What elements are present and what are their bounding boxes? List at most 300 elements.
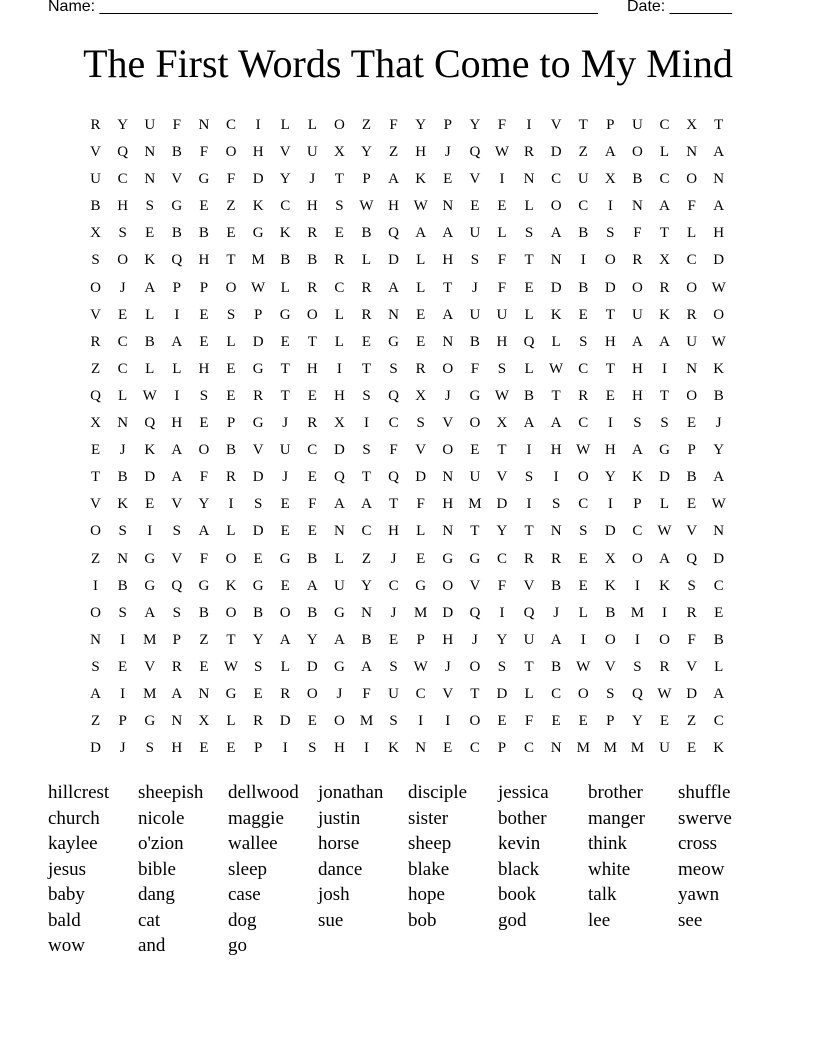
grid-letter: G — [144, 713, 156, 730]
grid-letter: L — [280, 117, 290, 133]
grid-letter: E — [334, 225, 344, 242]
grid-letter: T — [90, 469, 101, 486]
grid-letter: B — [307, 252, 318, 269]
word-list-item: think — [588, 833, 628, 854]
grid-letter: P — [362, 171, 371, 188]
grid-letter: Z — [361, 550, 372, 567]
grid-letter: Y — [496, 631, 508, 648]
grid-letter: H — [496, 333, 508, 350]
word-list-item: book — [498, 884, 536, 905]
grid-letter: C — [334, 279, 345, 296]
date-field: Date: _______ — [627, 0, 732, 15]
grid-letter: R — [226, 469, 237, 486]
grid-letter: O — [469, 713, 481, 730]
grid-letter: I — [363, 740, 369, 757]
grid-letter: E — [578, 713, 588, 730]
grid-letter: O — [577, 685, 589, 702]
grid-letter: B — [578, 279, 589, 296]
grid-letter: J — [715, 415, 722, 432]
grid-row — [82, 166, 732, 193]
grid-letter: K — [659, 577, 670, 594]
word-list-item: wallee — [228, 833, 278, 854]
grid-letter: V — [90, 144, 101, 161]
grid-letter: C — [280, 198, 291, 215]
grid-letter: N — [442, 523, 454, 540]
grid-letter: I — [499, 171, 505, 188]
grid-letter: H — [604, 333, 616, 350]
grid-letter: C — [659, 117, 670, 133]
grid-letter: A — [550, 225, 562, 242]
grid-letter: P — [443, 117, 452, 133]
grid-letter: I — [662, 360, 668, 377]
grid-letter: C — [713, 577, 724, 594]
grid-letter: X — [415, 387, 427, 404]
grid-letter: L — [226, 523, 236, 540]
word-list-item: yawn — [678, 884, 720, 905]
grid-letter: N — [550, 740, 562, 757]
grid-letter: Q — [388, 225, 399, 242]
grid-letter: X — [686, 117, 698, 133]
grid-letter: Y — [198, 496, 210, 513]
grid-letter: J — [553, 604, 560, 621]
grid-letter: V — [279, 144, 291, 161]
grid-letter: V — [415, 442, 427, 459]
grid-letter: D — [686, 685, 698, 702]
grid-letter: C — [578, 198, 589, 215]
grid-letter: W — [711, 279, 726, 296]
word-list-item: dog — [228, 909, 257, 931]
grid-letter: S — [253, 658, 263, 675]
grid-letter: H — [604, 442, 616, 459]
grid-letter: K — [117, 496, 129, 513]
grid-letter: H — [306, 198, 318, 215]
grid-letter: I — [93, 577, 99, 594]
grid-letter: H — [306, 360, 318, 377]
grid-letter: B — [171, 225, 182, 242]
grid-letter: G — [225, 685, 237, 702]
grid-letter: Y — [415, 117, 427, 133]
grid-letter: W — [494, 387, 510, 404]
grid-letter: O — [686, 171, 698, 188]
grid-letter: R — [280, 685, 291, 702]
grid-letter: D — [442, 604, 454, 621]
grid-letter: I — [174, 387, 180, 404]
grid-letter: O — [117, 252, 129, 269]
grid-letter: A — [550, 415, 562, 432]
grid-letter: C — [388, 415, 399, 432]
grid-letter: R — [253, 713, 264, 730]
grid-row — [82, 464, 732, 491]
grid-letter: O — [333, 713, 345, 730]
grid-letter: F — [497, 117, 507, 133]
grid-letter: S — [633, 415, 642, 432]
grid-letter: E — [443, 171, 453, 188]
grid-letter: M — [359, 713, 374, 730]
grid-letter: V — [469, 577, 481, 594]
grid-row — [82, 735, 732, 762]
grid-letter: Q — [469, 144, 481, 161]
grid-letter: E — [578, 306, 588, 323]
grid-letter: S — [145, 740, 154, 757]
grid-letter: B — [632, 171, 643, 188]
grid-letter: J — [282, 469, 289, 486]
word-list-item: josh — [318, 884, 350, 905]
word-list-item: dang — [138, 884, 175, 905]
grid-letter: N — [144, 144, 156, 161]
grid-letter: D — [496, 685, 508, 702]
grid-letter: W — [359, 198, 374, 215]
grid-letter: O — [604, 631, 616, 648]
grid-letter: B — [90, 198, 101, 215]
grid-letter: E — [416, 306, 426, 323]
grid-letter: N — [713, 523, 725, 540]
grid-letter: Q — [523, 333, 535, 350]
word-list-item: bald — [48, 909, 81, 931]
grid-letter: K — [713, 360, 725, 377]
grid-letter: R — [524, 550, 535, 567]
grid-letter: E — [280, 333, 290, 350]
grid-letter: E — [714, 604, 724, 621]
grid-letter: O — [659, 631, 670, 648]
grid-letter: H — [198, 252, 210, 269]
grid-letter: O — [577, 469, 589, 486]
grid-letter: S — [118, 604, 127, 621]
grid-letter: A — [523, 415, 535, 432]
grid-letter: L — [334, 306, 344, 323]
word-list-item: disciple — [408, 782, 468, 803]
grid-letter: N — [144, 171, 156, 188]
word-list-item: talk — [588, 884, 617, 905]
grid-letter: U — [469, 225, 481, 242]
grid-letter: C — [578, 360, 589, 377]
grid-letter: D — [550, 144, 562, 161]
grid-letter: C — [117, 171, 128, 188]
grid-letter: Z — [226, 198, 236, 215]
grid-letter: K — [225, 577, 237, 594]
grid-letter: I — [120, 685, 126, 702]
grid-letter: K — [144, 252, 156, 269]
grid-letter: D — [144, 469, 156, 486]
grid-letter: P — [253, 740, 263, 757]
grid-letter: Z — [90, 360, 101, 377]
grid-letter: S — [199, 387, 209, 404]
grid-letter: N — [442, 469, 454, 486]
grid-letter: V — [496, 469, 508, 486]
grid-letter: E — [199, 658, 209, 675]
grid-letter: G — [198, 577, 210, 594]
grid-letter: K — [279, 225, 291, 242]
grid-letter: V — [523, 577, 535, 594]
grid-letter: O — [442, 577, 454, 594]
grid-letter: H — [442, 496, 454, 513]
grid-letter: T — [361, 469, 372, 486]
grid-letter: L — [687, 225, 697, 242]
grid-letter: M — [414, 604, 428, 621]
word-list-item: god — [498, 909, 527, 931]
word-list-item: bother — [498, 807, 547, 829]
grid-letter: W — [142, 387, 157, 404]
grid-letter: J — [119, 279, 126, 296]
grid-letter: D — [252, 333, 264, 350]
grid-letter: L — [714, 658, 724, 675]
grid-letter: I — [418, 713, 424, 730]
grid-letter: O — [632, 144, 643, 161]
grid-letter: R — [659, 279, 670, 296]
grid-letter: A — [361, 658, 372, 675]
grid-letter: B — [578, 225, 589, 242]
grid-letter: Y — [361, 144, 372, 161]
grid-letter: F — [226, 171, 236, 188]
grid-letter: N — [550, 252, 562, 269]
grid-letter: O — [225, 604, 237, 621]
grid-letter: V — [171, 171, 183, 188]
grid-letter: O — [306, 306, 318, 323]
grid-letter: E — [307, 387, 317, 404]
grid-row — [82, 654, 732, 681]
grid-letter: M — [143, 685, 157, 702]
grid-letter: F — [362, 685, 371, 702]
grid-letter: F — [497, 279, 507, 296]
grid-letter: H — [442, 252, 454, 269]
word-list-item: and — [138, 935, 166, 956]
grid-letter: I — [662, 604, 668, 621]
grid-letter: O — [225, 144, 237, 161]
word-list-item: jesus — [48, 858, 86, 880]
grid-letter: A — [659, 550, 670, 567]
grid-letter: A — [90, 685, 101, 702]
grid-letter: G — [333, 658, 345, 675]
grid-letter: U — [577, 171, 589, 188]
grid-letter: X — [198, 713, 210, 730]
word-list-item: brother — [588, 782, 643, 803]
grid-letter: V — [171, 550, 183, 567]
grid-letter: J — [471, 631, 478, 648]
grid-letter: E — [226, 387, 236, 404]
grid-letter: I — [607, 496, 613, 513]
grid-letter: D — [604, 279, 616, 296]
grid-letter: Z — [687, 713, 697, 730]
grid-letter: A — [604, 144, 616, 161]
grid-letter: L — [524, 306, 534, 323]
grid-letter: A — [144, 604, 156, 621]
grid-letter: S — [524, 469, 534, 486]
grid-letter: T — [524, 658, 534, 675]
grid-letter: U — [469, 469, 481, 486]
grid-letter: L — [145, 360, 155, 377]
grid-letter: E — [687, 496, 697, 513]
word-list-item: black — [498, 858, 540, 880]
grid-letter: C — [388, 577, 399, 594]
grid-letter: R — [659, 658, 670, 675]
grid-letter: C — [659, 171, 670, 188]
grid-letter: D — [279, 713, 291, 730]
grid-letter: M — [630, 604, 645, 621]
grid-letter: E — [145, 496, 155, 513]
grid-letter: Y — [252, 631, 264, 648]
grid-letter: E — [307, 469, 317, 486]
grid-letter: V — [442, 685, 454, 702]
word-list-item: maggie — [228, 807, 284, 829]
grid-letter: F — [416, 496, 425, 513]
grid-letter: L — [524, 360, 534, 377]
grid-letter: N — [333, 523, 345, 540]
grid-letter: E — [90, 442, 101, 459]
word-list-item: hope — [408, 884, 445, 905]
grid-letter: P — [633, 496, 642, 513]
grid-letter: K — [388, 740, 399, 757]
grid-letter: N — [713, 171, 725, 188]
grid-letter: B — [524, 387, 535, 404]
grid-letter: I — [580, 252, 586, 269]
grid-letter: T — [605, 360, 615, 377]
grid-letter: W — [223, 658, 239, 675]
grid-letter: Y — [496, 523, 508, 540]
grid-letter: F — [497, 252, 507, 269]
grid-letter: U — [469, 306, 481, 323]
grid-letter: Y — [306, 631, 318, 648]
grid-letter: O — [442, 442, 454, 459]
word-list-item: go — [228, 935, 247, 956]
grid-letter: Y — [117, 117, 129, 133]
grid-letter: G — [198, 171, 210, 188]
grid-letter: W — [657, 685, 672, 702]
grid-letter: N — [550, 523, 562, 540]
grid-letter: Z — [199, 631, 209, 648]
grid-letter: B — [361, 225, 372, 242]
grid-letter: A — [388, 279, 399, 296]
grid-letter: J — [119, 442, 126, 459]
grid-letter: W — [711, 496, 726, 513]
grid-letter: L — [416, 279, 426, 296]
grid-letter: O — [604, 252, 616, 269]
word-list-item: horse — [318, 833, 360, 854]
grid-letter: K — [415, 171, 427, 188]
grid-letter: S — [389, 658, 398, 675]
grid-letter: Z — [578, 144, 588, 161]
grid-letter: W — [494, 144, 510, 161]
grid-letter: D — [252, 523, 264, 540]
grid-letter: G — [333, 604, 345, 621]
grid-letter: V — [686, 523, 698, 540]
grid-letter: V — [90, 496, 101, 513]
grid-letter: O — [442, 360, 454, 377]
grid-letter: O — [306, 685, 318, 702]
grid-letter: I — [255, 117, 261, 133]
grid-letter: P — [253, 306, 263, 323]
grid-letter: Z — [90, 550, 101, 567]
grid-letter: B — [144, 333, 155, 350]
grid-letter: R — [361, 306, 372, 323]
word-list-item: sue — [318, 909, 344, 931]
grid-letter: D — [604, 523, 616, 540]
grid-letter: Z — [388, 144, 399, 161]
grid-letter: A — [713, 469, 725, 486]
grid-letter: L — [280, 658, 290, 675]
grid-letter: B — [198, 604, 209, 621]
grid-letter: B — [361, 631, 372, 648]
name-field: Name: ________________________________________________________ — [48, 0, 598, 15]
grid-letter: I — [336, 360, 342, 377]
grid-letter: E — [470, 198, 480, 215]
grid-letter: P — [118, 713, 127, 730]
grid-letter: N — [117, 415, 129, 432]
grid-letter: Q — [632, 685, 643, 702]
word-list-item: wow — [48, 935, 85, 956]
grid-letter: T — [578, 117, 588, 133]
grid-letter: E — [687, 740, 697, 757]
grid-letter: H — [415, 144, 427, 161]
grid-letter: C — [551, 685, 562, 702]
word-list-item: white — [588, 858, 631, 880]
grid-letter: E — [253, 685, 263, 702]
word-list-item: baby — [48, 884, 85, 905]
grid-letter: T — [470, 685, 480, 702]
grid-letter: P — [172, 279, 181, 296]
grid-letter: B — [117, 577, 128, 594]
grid-letter: I — [526, 496, 532, 513]
grid-letter: C — [117, 360, 128, 377]
grid-letter: L — [280, 279, 290, 296]
grid-letter: D — [415, 469, 427, 486]
grid-letter: I — [499, 604, 505, 621]
grid-letter: I — [174, 306, 180, 323]
grid-letter: E — [199, 333, 209, 350]
grid-letter: N — [523, 171, 535, 188]
grid-letter: U — [523, 631, 535, 648]
grid-letter: L — [416, 252, 426, 269]
grid-letter: C — [713, 713, 724, 730]
grid-letter: S — [91, 252, 100, 269]
grid-row — [82, 139, 732, 166]
grid-letter: D — [550, 279, 562, 296]
grid-letter: J — [471, 279, 478, 296]
grid-letter: T — [226, 631, 236, 648]
grid-letter: E — [199, 198, 209, 215]
grid-letter: P — [687, 442, 696, 459]
grid-letter: S — [579, 523, 588, 540]
grid-letter: W — [413, 198, 428, 215]
grid-letter: V — [442, 415, 454, 432]
grid-letter: L — [118, 387, 128, 404]
grid-letter: F — [199, 550, 209, 567]
grid-letter: D — [713, 252, 725, 269]
grid-letter: T — [659, 387, 670, 404]
grid-letter: F — [633, 225, 642, 242]
grid-letter: Y — [361, 577, 372, 594]
grid-letter: V — [550, 117, 562, 133]
grid-letter: B — [117, 469, 128, 486]
grid-letter: I — [363, 415, 369, 432]
grid-letter: T — [497, 442, 507, 459]
grid-letter: T — [605, 306, 615, 323]
grid-row — [82, 600, 732, 627]
grid-row — [82, 681, 732, 708]
grid-letter: B — [253, 604, 264, 621]
grid-letter: N — [415, 740, 427, 757]
grid-letter: A — [713, 198, 725, 215]
grid-letter: L — [226, 333, 236, 350]
grid-letter: R — [307, 225, 318, 242]
grid-letter: M — [603, 740, 617, 757]
grid-letter: T — [280, 387, 290, 404]
grid-letter: B — [307, 550, 318, 567]
grid-letter: Y — [279, 171, 291, 188]
grid-letter: T — [334, 171, 344, 188]
grid-letter: E — [388, 631, 399, 648]
word-list-item: bible — [138, 858, 176, 880]
grid-letter: A — [632, 333, 643, 350]
grid-letter: A — [279, 631, 291, 648]
